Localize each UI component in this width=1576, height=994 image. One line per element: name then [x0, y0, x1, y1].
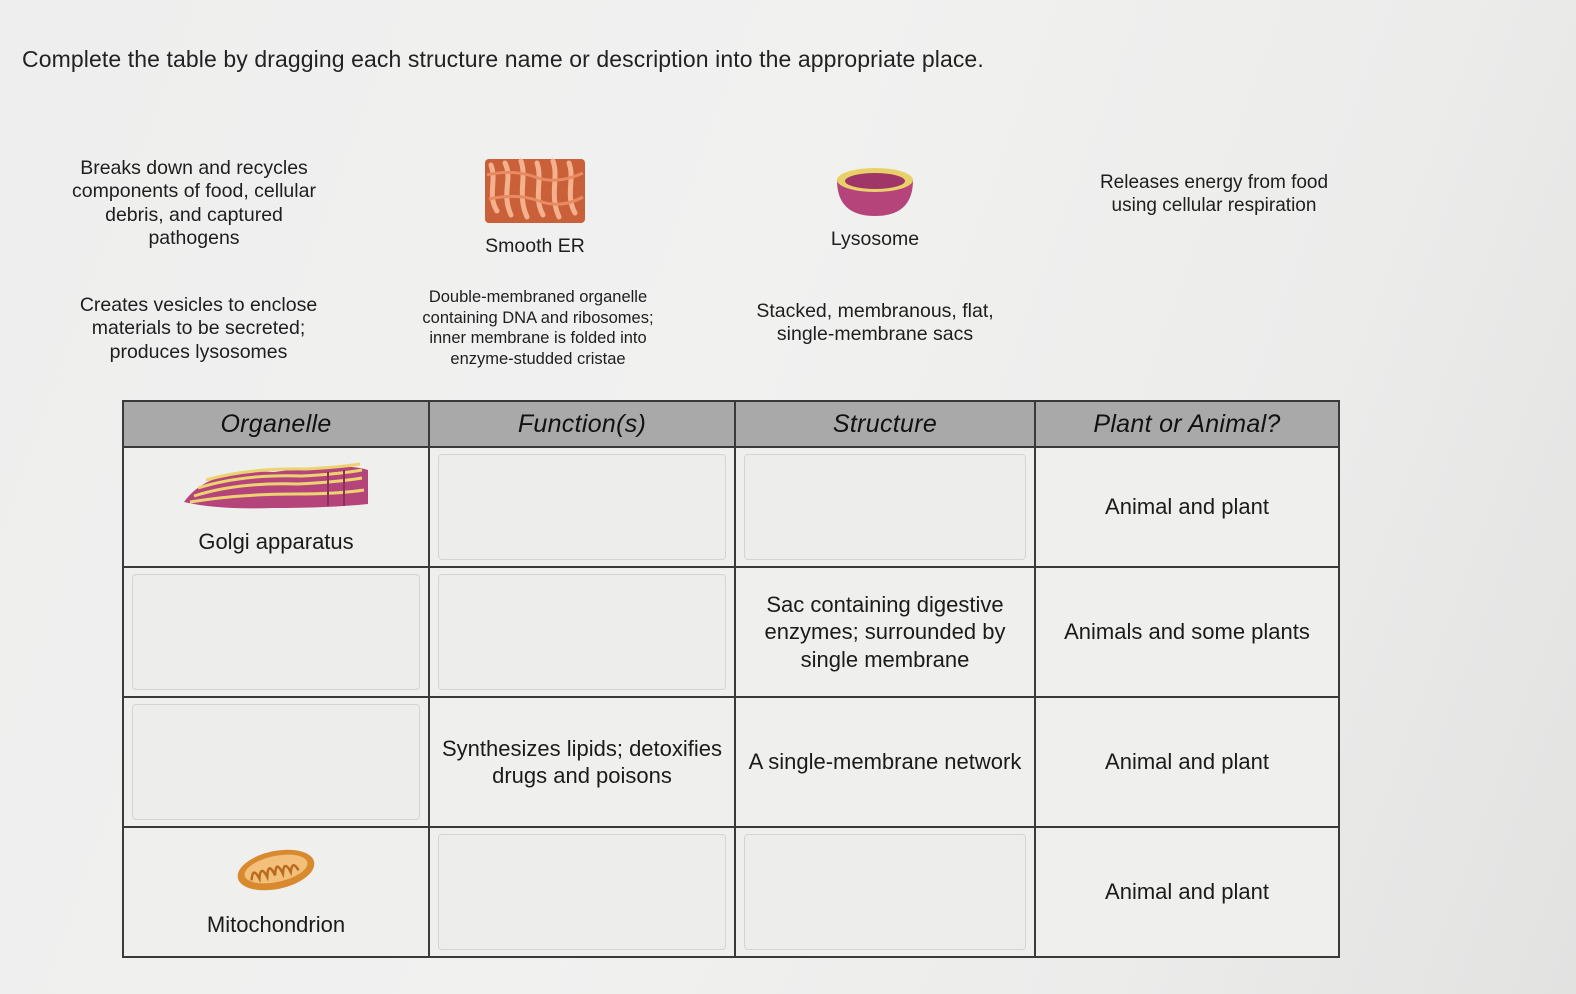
cell-plant-or-animal: Animals and some plants — [1035, 567, 1339, 697]
instructions-text: Complete the table by dragging each structure name or description into the appropriate place. — [22, 46, 984, 72]
cell-organelle-dropzone[interactable] — [123, 567, 429, 697]
smooth-er-icon — [483, 155, 587, 227]
organelle-table — [122, 400, 1340, 958]
cell-organelle — [123, 827, 429, 957]
tile-smooth-er-label: Smooth ER — [485, 235, 585, 257]
golgi-item — [124, 458, 428, 556]
lysosome-icon — [833, 160, 917, 220]
tile-stacked-sacs[interactable] — [742, 300, 1008, 347]
tile-breaks-down[interactable] — [60, 157, 328, 251]
tile-smooth-er[interactable] — [460, 155, 610, 258]
drop-zone[interactable] — [438, 574, 726, 690]
drop-zone[interactable] — [744, 454, 1026, 560]
cell-structure: Sac containing digestive enzymes; surrounded by single membrane — [735, 567, 1035, 697]
cell-organelle — [123, 447, 429, 567]
cell-function-dropzone[interactable] — [429, 447, 735, 567]
cell-function-dropzone[interactable] — [429, 827, 735, 957]
cell-structure-dropzone[interactable] — [735, 827, 1035, 957]
cell-structure-dropzone[interactable] — [735, 447, 1035, 567]
drop-zone[interactable] — [132, 704, 420, 820]
drop-zone[interactable] — [132, 574, 420, 690]
table-header-row — [123, 401, 1339, 447]
tile-double-membraned[interactable] — [412, 287, 664, 370]
table-row — [123, 827, 1339, 957]
drop-zone[interactable] — [438, 454, 726, 560]
tile-creates-vesicles-text: Creates vesicles to enclose materials to be secreted; produces lysosomes — [79, 294, 318, 363]
table-row — [123, 697, 1339, 827]
cell-plant-or-animal: Animal and plant — [1035, 697, 1339, 827]
header-functions: Function(s) — [429, 401, 735, 447]
mitochondrion-item — [124, 845, 428, 939]
tile-double-membraned-text: Double-membraned organelle containing DNA and ribosomes; inner membrane is folded into enzyme-studded cristae — [422, 288, 654, 368]
tile-releases-energy-text: Releases energy from food using cellular respiration — [1099, 172, 1329, 216]
header-structure: Structure — [735, 401, 1035, 447]
golgi-apparatus-icon — [178, 458, 374, 512]
drop-zone[interactable] — [438, 834, 726, 950]
organelle-name: Golgi apparatus — [198, 529, 354, 555]
tile-releases-energy[interactable] — [1080, 172, 1348, 218]
cell-function-dropzone[interactable] — [429, 567, 735, 697]
header-organelle: Organelle — [123, 401, 429, 447]
tile-creates-vesicles[interactable] — [66, 294, 331, 364]
drop-zone[interactable] — [744, 834, 1026, 950]
tile-lysosome-label: Lysosome — [830, 228, 920, 250]
organelle-name: Mitochondrion — [206, 912, 346, 938]
table-row — [123, 567, 1339, 697]
cell-function: Synthesizes lipids; detoxifies drugs and poisons — [429, 697, 735, 827]
tile-breaks-down-text: Breaks down and recycles components of food, cellular debris, and captured pathogens — [72, 157, 316, 250]
header-plant-or-animal: Plant or Animal? — [1035, 401, 1339, 447]
table-row — [123, 447, 1339, 567]
tile-lysosome[interactable] — [800, 160, 950, 251]
tile-stacked-sacs-text: Stacked, membranous, flat, single-membrane sacs — [756, 300, 994, 346]
cell-organelle-dropzone[interactable] — [123, 697, 429, 827]
cell-structure: A single-membrane network — [735, 697, 1035, 827]
mitochondrion-icon — [234, 845, 318, 895]
cell-plant-or-animal: Animal and plant — [1035, 827, 1339, 957]
cell-plant-or-animal: Animal and plant — [1035, 447, 1339, 567]
